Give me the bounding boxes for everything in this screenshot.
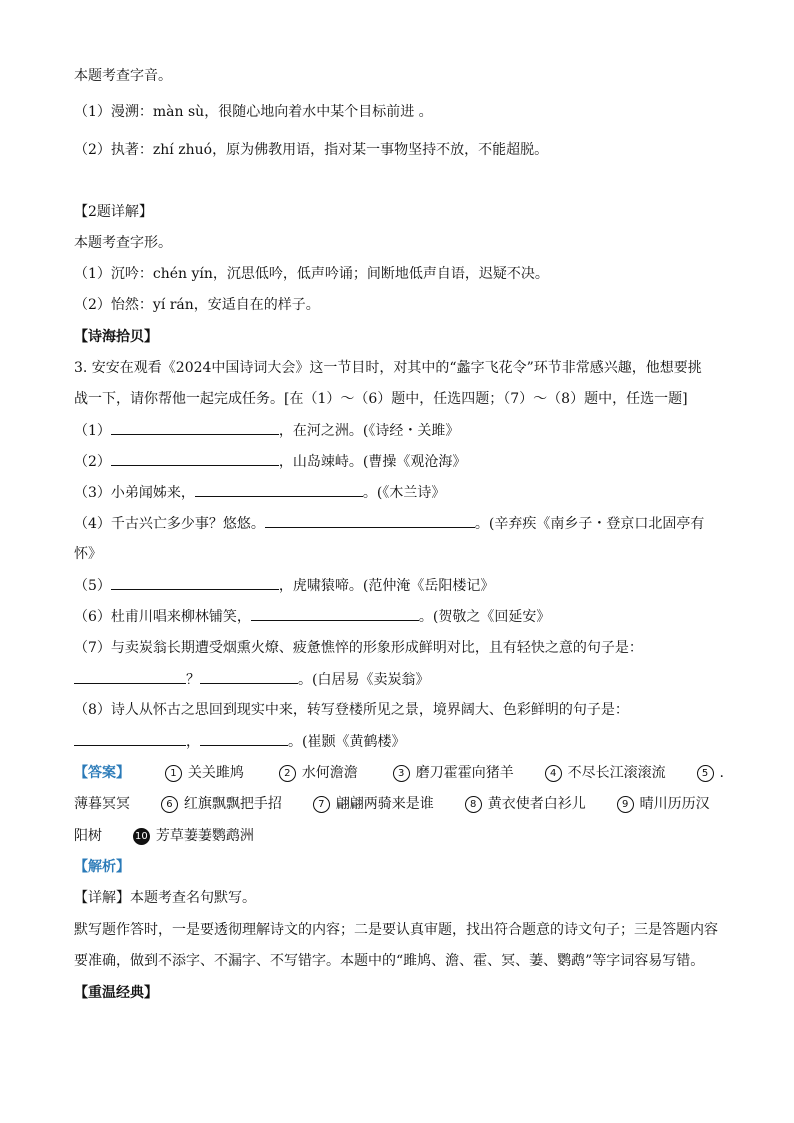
answer-line-3 [74, 826, 254, 846]
circle-number-9: 9 [617, 796, 634, 813]
blank-5-suffix: ，虎啸猿啼。(范仲淹《岳阳楼记》 [278, 578, 495, 594]
answer-item-10 [133, 826, 254, 846]
answer-text-7: 翩翩两骑来是谁 [335, 796, 434, 812]
blank-8a-line[interactable] [74, 731, 186, 746]
blank-8-mid: ， [186, 734, 200, 750]
circle-number-1: 1 [165, 765, 182, 782]
q3-blank-8 [74, 731, 405, 752]
answer-text-1: 关关雎鸠 [187, 765, 244, 781]
q3-blank-8-line1: （8）诗人从怀古之思回到现实中来，转写登楼所见之景，境界阔大、色彩鲜明的句子是： [74, 702, 629, 718]
blank-8b-line[interactable] [200, 731, 288, 746]
q3-blank-5 [74, 575, 494, 596]
answer-item-5-dot: . [719, 765, 724, 781]
q2-heading: 【2题详解】 [74, 204, 153, 220]
q3-intro-line1: 3. 安安在观看《2024中国诗词大会》这一节目时，对其中的“蠡字飞花令”环节非常感兴趣，他想要挑 [74, 360, 702, 376]
blank-5-line[interactable] [111, 575, 279, 590]
circle-number-5: 5 [697, 765, 714, 782]
blank-6-prefix: （6）杜甫川唱来柳林铺笑， [74, 609, 251, 625]
q3-intro-line2: 战一下，请你帮他一起完成任务。[在（1）～（6）题中，任选四题；（7）～（8）题中，任选一题] [74, 391, 688, 407]
answer-text-5: 薄暮冥冥 [74, 796, 130, 812]
answer-item-9 [617, 794, 710, 814]
answer-item-6 [161, 794, 282, 814]
answer-text-6: 红旗飘飘把手招 [183, 796, 282, 812]
q1-topic: 本题考查字音。 [74, 68, 172, 84]
answer-text-3: 磨刀霍霍向猪羊 [415, 765, 514, 781]
circle-number-7: 7 [313, 796, 330, 813]
analysis-line-1: 默写题作答时，一是要透彻理解诗文的内容；二是要认真审题，找出符合题意的诗文句子；三是答题内容 [74, 922, 718, 938]
blank-2-prefix: （2） [74, 454, 111, 470]
q3-blank-4-cont: 怀》 [74, 546, 102, 562]
q3-blank-3 [74, 482, 445, 503]
answer-line-1 [74, 763, 724, 783]
answer-item-4 [545, 763, 666, 783]
answer-text-8: 黄衣使者白衫儿 [487, 796, 586, 812]
blank-7-mid: ？ [186, 672, 200, 688]
answer-item-3 [393, 763, 514, 783]
q2-item-2: （2）怡然：yí rán，安适自在的样子。 [74, 297, 320, 313]
answer-item-5-marker [697, 763, 724, 783]
answer-item-2 [279, 763, 358, 783]
q3-blank-2 [74, 451, 466, 472]
blank-1-prefix: （1） [74, 423, 111, 439]
answer-tag: 【答案】 [74, 765, 130, 781]
answer-text-10: 芳草萋萋鹦鹉洲 [155, 828, 254, 844]
blank-6-line[interactable] [251, 606, 419, 621]
q1-item-1: （1）漫溯：màn sù，很随心地向着水中某个目标前进 。 [74, 104, 433, 120]
answer-item-8 [465, 794, 586, 814]
circle-number-6: 6 [161, 796, 178, 813]
q1-item-2: （2）执著：zhí zhuó，原为佛教用语，指对某一事物坚持不放，不能超脱。 [74, 142, 549, 158]
blank-4-prefix: （4）千古兴亡多少事？悠悠。 [74, 516, 265, 532]
answer-text-9-head: 晴川历历汉 [639, 796, 710, 812]
circle-number-10: 10 [133, 828, 150, 845]
q3-blank-4 [74, 513, 704, 534]
blank-3-suffix: 。(《木兰诗》 [362, 485, 446, 501]
answer-text-2: 水何澹澹 [301, 765, 358, 781]
blank-1-line[interactable] [111, 420, 279, 435]
blank-4-suffix: 。(辛弃疾《南乡子・登京口北固亭有 [474, 516, 705, 532]
blank-1-suffix: ，在河之洲。(《诗经・关雎》 [278, 423, 460, 439]
q3-blank-7-line1: （7）与卖炭翁长期遭受烟熏火燎、疲惫憔悴的形象形成鲜明对比，且有轻快之意的句子是： [74, 640, 643, 656]
blank-4-line[interactable] [265, 513, 475, 528]
q3-blank-7 [74, 669, 429, 690]
q3-blank-6 [74, 606, 550, 627]
analysis-detail: 【详解】本题考查名句默写。 [74, 890, 256, 906]
q2-topic: 本题考查字形。 [74, 235, 172, 251]
answer-text-9-cont: 阳树 [74, 828, 102, 844]
blank-7b-line[interactable] [200, 669, 298, 684]
answer-text-4: 不尽长江滚滚流 [567, 765, 666, 781]
answer-line-2 [74, 794, 710, 814]
answer-item-1 [165, 763, 244, 783]
q3-blank-1 [74, 420, 459, 441]
blank-2-suffix: ，山岛竦峙。(曹操《观沧海》 [278, 454, 467, 470]
blank-2-line[interactable] [111, 451, 279, 466]
circle-number-2: 2 [279, 765, 296, 782]
answer-item-7 [313, 794, 434, 814]
blank-7a-line[interactable] [74, 669, 186, 684]
analysis-line-2: 要准确，做到不添字、不漏字、不写错字。本题中的“雎鸠、澹、霍、冥、萋、鹦鹉”等字词容易写错。 [74, 953, 705, 969]
blank-5-prefix: （5） [74, 578, 111, 594]
section-title-classics: 【重温经典】 [74, 985, 158, 1001]
blank-7-suffix: 。(白居易《卖炭翁》 [298, 672, 430, 688]
circle-number-4: 4 [545, 765, 562, 782]
circle-number-3: 3 [393, 765, 410, 782]
blank-8-suffix: 。(崔颢《黄鹤楼》 [288, 734, 406, 750]
blank-3-line[interactable] [195, 482, 363, 497]
blank-6-suffix: 。(贺敬之《回延安》 [418, 609, 551, 625]
circle-number-8: 8 [465, 796, 482, 813]
analysis-tag: 【解析】 [74, 859, 130, 875]
blank-3-prefix: （3）小弟闻姊来， [74, 485, 195, 501]
q2-item-1: （1）沉吟：chén yín，沉思低吟，低声吟诵；间断地低声自语，迟疑不决。 [74, 266, 549, 282]
section-title-poetry: 【诗海拾贝】 [74, 329, 158, 345]
